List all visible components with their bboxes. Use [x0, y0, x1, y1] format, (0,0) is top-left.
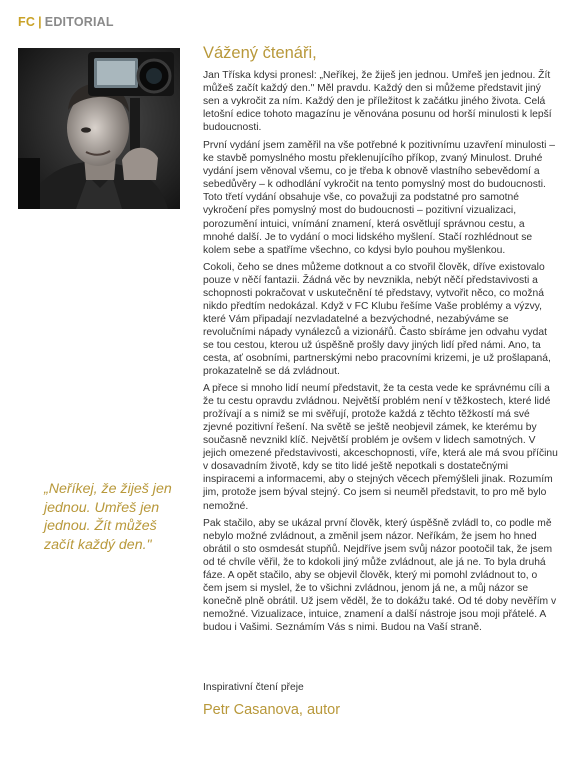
- author-signature: Petr Casanova, autor: [203, 702, 341, 718]
- section-label: EDITORIAL: [44, 15, 114, 29]
- paragraph: A přece si mnoho lidí neumí představit, že ta cesta vede ke správnému cíli a že tu cestu opravdu zvládnou. Největší problém není v těžkostech, které lidé prožívají a s nimiž se mi svěřují, protože každá z těchto těžkostí má své zjevné pozitivní řešení. Na světě se ještě neobjevil zámek, ke kterému by současně nevznikl klíč. Největší problém je ovšem v lidech samotných. V jejich omezené představivosti, akceschopnosti, víře, která ale má svou příčinu v dosavadním životě, kdy se tito lidé ještě nepotkali s dostatečnými inspiracemi a informacemi, aby o stejných věcech přemýšleli jinak. Rozumím jim, protože jsem býval stejný. Co jsem si neuměl představit, to pro mě bylo nemožné.: [203, 383, 558, 512]
- paragraph: První vydání jsem zaměřil na vše potřebné k pozitivnímu uzavření minulosti – ke stavbě pomyslného mostu překlenujícího příkop, zvaný Minulost. Druhé vydání jsem věnoval všemu, co je třeba k obnově vlastního sebevědomí a sebedůvěry – k odhodlání vykročit na tento pomyslný most do budoucnosti. Toto třetí vydání obsahuje vše, co považuji za podstatné pro samotné vykročení přes pomyslný most do budoucnosti – pozitivní vizualizaci, porozumění intuici, vnímání znamení, která osvětlují správnou cestu, a mnohé další. Je to vydání o moci lidského myšlení. Stačí rozhlédnout se kolem sebe a spatříme všechno, co kdysi bylo pouhou myšlenkou.: [203, 140, 555, 256]
- author-photo: [18, 48, 180, 209]
- paragraph: Pak stačilo, aby se ukázal první člověk, který úspěšně zvládl to, co podle mě nebylo možné zvládnout, a změnil jsem názor. Neříkám, že jsem ho hned obrátil o sto osmdesát stupňů. Nejdříve jsem svůj názor pootočil tak, že jsem od té chvíle věřil, že to kdokoli jiný může zvládnout, ale já ne. To byla druhá fáze. A opět stačilo, aby se objevil člověk, který mi pomohl zvládnout to, o čem jsem si myslel, že to všichni zvládnou, jenom já ne, a můj názor se konečně plně obrátil. Už jsem věděl, že to dokážu také. Od té doby nevěřím v nemožné. Vizualizace, intuice, znamení a další nástroje jsou moji přátelé. A budou i Vašimi. Seznámím Vás s nimi. Budou na Vaší straně.: [203, 517, 557, 633]
- paragraph: Jan Tříska kdysi pronesl: „Neříkej, že žiješ jen jednou. Umřeš jen jednou. Žít můžeš začít každý den." Měl pravdu. Každý den si můžeme představit jiný sen a vykročit za ním. Každý den je příležitost k začátku jiného života. Celá letošní edice tohoto magazínu je věnována posunu od horší minulosti k lepší budoucnosti.: [203, 70, 552, 134]
- editorial-body: [203, 44, 558, 638]
- greeting-heading: Vážený čtenáři,: [203, 44, 317, 62]
- paragraph: Cokoli, čeho se dnes můžeme dotknout a co stvořil člověk, dříve existovalo pouze v něčí fantazii. Žádná věc by nevznikla, nebýt něčí představivosti a schopnosti pokračovat v uskutečnění té představy, vytvořit něco, co možná nikdo předtím nedokázal. Když v FC Klubu řešíme Vaše problémy a výzvy, které Vám připadají nezvladatelné a bezvýchodné, nezabýváme se revolučními nápady vynálezců a vizionářů. Často sbíráme jen odvahu vydat se tou cestou, kterou už úspěšně prošly davy jiných lidí před námi. Ano, ta cesta, ať osobními, partnerskými nebo pracovními krizemi, je už prošlapaná, prokazatelně se dá zvládnout.: [203, 261, 551, 378]
- brand-label: FC: [18, 15, 36, 29]
- signoff-text: Inspirativní čtení přeje: [203, 682, 304, 693]
- header-separator: |: [38, 15, 42, 29]
- section-header: [18, 15, 114, 29]
- man-with-camera-photo-icon: [18, 48, 180, 209]
- pull-quote: „Neříkej, že žiješ jen jednou. Umřeš jen jednou. Žít můžeš začít každý den.": [44, 481, 172, 553]
